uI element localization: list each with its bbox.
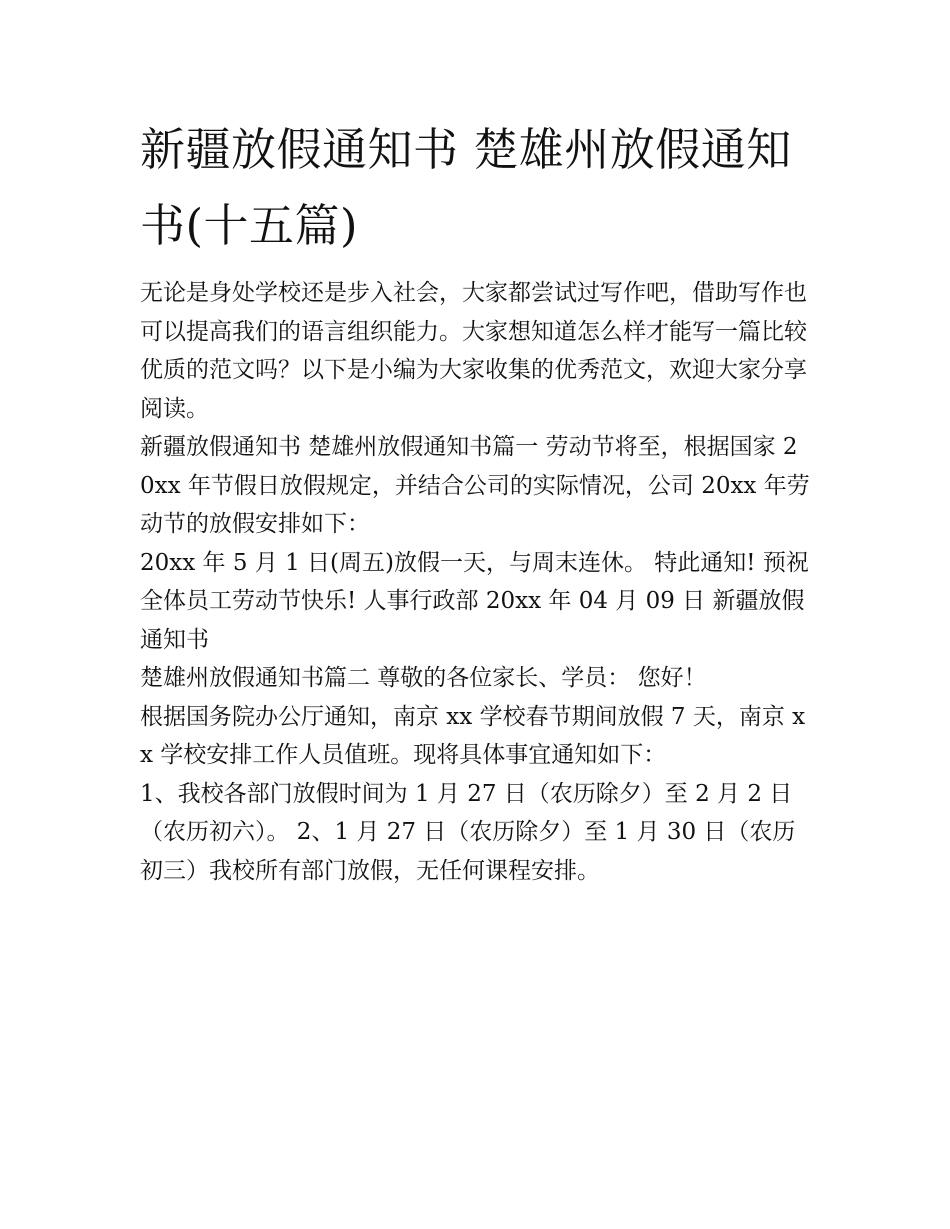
paragraph-notice-one: 新疆放假通知书 楚雄州放假通知书篇一 劳动节将至，根据国家 20xx 年节假日放假规定，并结合公司的实际情况，公司 20xx 年劳动节的放假安排如下： [140, 434, 810, 537]
paragraph-school-notice: 根据国务院办公厅通知，南京 xx 学校春节期间放假 7 天，南京 xx 学校安排工作人员值班。现将具体事宜通知如下： [140, 703, 806, 768]
document-title: 新疆放假通知书 楚雄州放假通知书(十五篇) [140, 123, 792, 252]
paragraph-notice-two-greeting: 楚雄州放假通知书篇二 尊敬的各位家长、学员： 您好！ [140, 665, 707, 691]
paragraph-schedule: 1、我校各部门放假时间为 1 月 27 日（农历除夕）至 2 月 2 日（农历初六）。 2、1 月 27 日（农历除夕）至 1 月 30 日（农历初三）我校所有部门放假，无任何课程安排。 [140, 780, 796, 884]
paragraph-intro: 无论是身处学校还是步入社会，大家都尝试过写作吧，借助写作也可以提高我们的语言组织能力。大家想知道怎么样才能写一篇比较优质的范文吗？以下是小编为大家收集的优秀范文，欢迎大家分享阅读。 [140, 280, 807, 422]
paragraph-holiday-arrangement: 20xx 年 5 月 1 日(周五)放假一天，与周末连休。 特此通知! 预祝全体员工劳动节快乐! 人事行政部 20xx 年 04 月 09 日 新疆放假通知书 [140, 549, 809, 653]
document-body [140, 112, 812, 890]
